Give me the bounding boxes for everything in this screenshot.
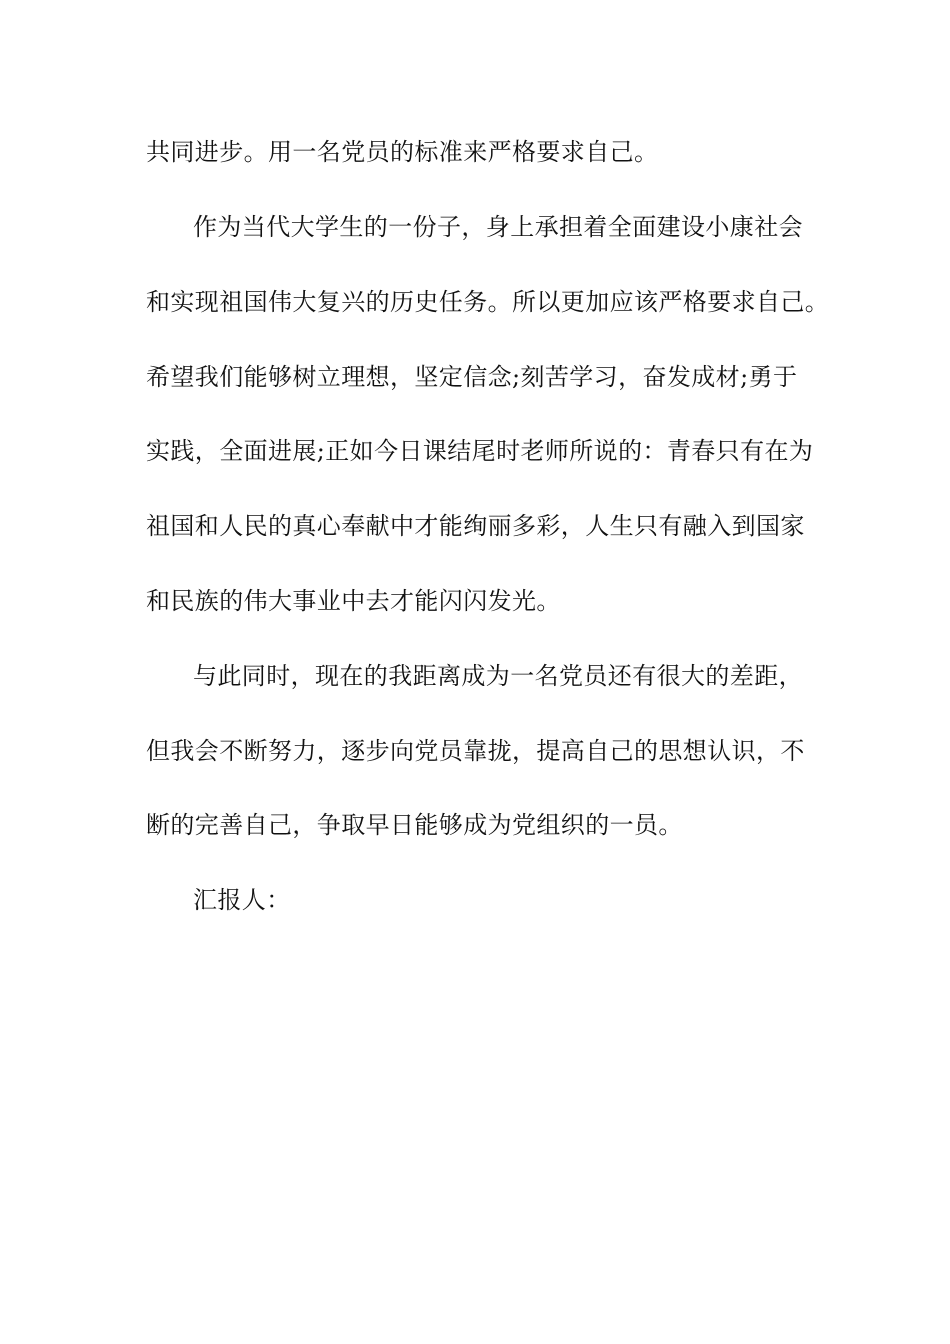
text-line: 共同进步。用一名党员的标准来严格要求自己。 bbox=[146, 138, 659, 166]
text-line: 但我会不断努力，逐步向党员靠拢，提高自己的思想认识，不 bbox=[146, 737, 805, 765]
text-line: 断的完善自己，争取早日能够成为党组织的一员。 bbox=[146, 811, 683, 839]
text-line: 希望我们能够树立理想，坚定信念;刻苦学习，奋发成材;勇于 bbox=[146, 363, 798, 391]
paragraph-start-line: 作为当代大学生的一份子，身上承担着全面建设小康社会 bbox=[193, 213, 803, 241]
text-line: 祖国和人民的真心奉献中才能绚丽多彩，人生只有融入到国家 bbox=[146, 512, 805, 540]
reporter-signature-label: 汇报人： bbox=[193, 886, 291, 914]
text-line: 实践，全面进展;正如今日课结尾时老师所说的：青春只有在为 bbox=[146, 437, 814, 465]
text-line: 和实现祖国伟大复兴的历史任务。所以更加应该严格要求自己。 bbox=[146, 288, 830, 316]
paragraph-start-line: 与此同时，现在的我距离成为一名党员还有很大的差距， bbox=[193, 662, 803, 690]
text-line: 和民族的伟大事业中去才能闪闪发光。 bbox=[146, 587, 561, 615]
